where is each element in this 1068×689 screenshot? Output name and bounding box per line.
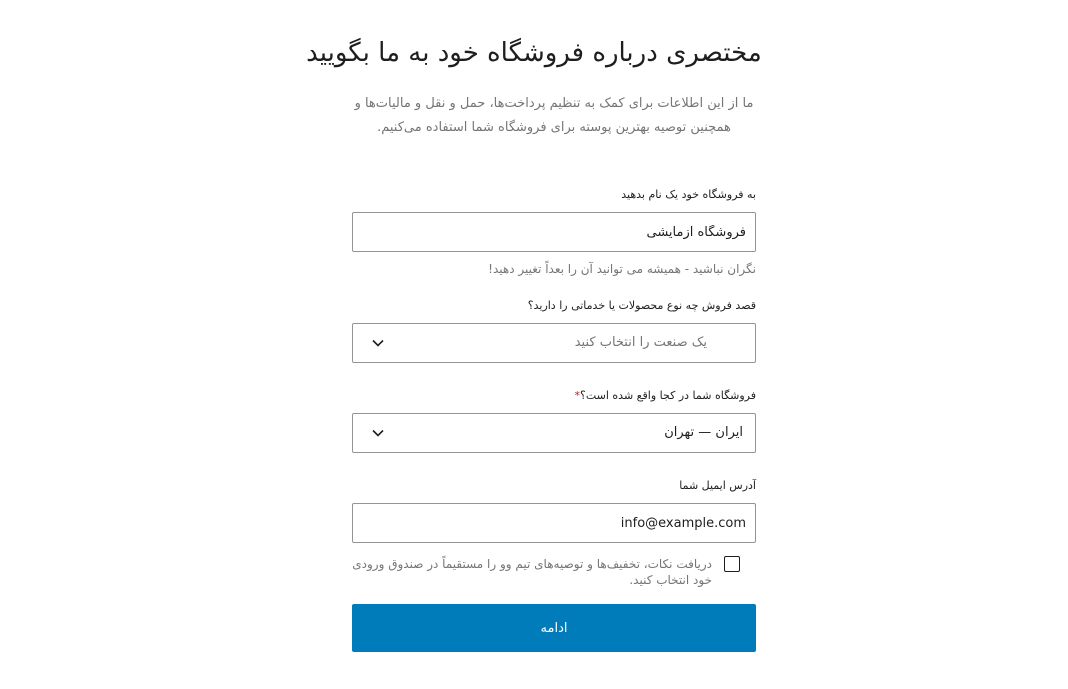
email-field[interactable] [352, 503, 756, 543]
chevron-down-icon [371, 426, 385, 440]
store-name-input[interactable] [353, 213, 755, 251]
email-label: آدرس ایمیل شما [679, 479, 756, 492]
marketing-optin-row [352, 556, 756, 604]
chevron-down-icon [371, 336, 385, 350]
store-name-field[interactable] [352, 212, 756, 252]
continue-button[interactable]: ادامه [352, 604, 756, 652]
required-marker: * [574, 389, 580, 402]
store-name-help: نگران نباشید - همیشه می توانید آن را بعداً تغییر دهید! [488, 262, 756, 276]
marketing-optin-label: دریافت نکات، تخفیف‌ها و توصیه‌های تیم وو را مستقیماً در صندوق ورودی خود انتخاب کنید. [352, 557, 712, 587]
location-label [352, 387, 756, 405]
location-value: ایران — تهران [664, 425, 743, 440]
industry-placeholder: یک صنعت را انتخاب کنید [574, 335, 707, 350]
location-label-text: فروشگاه شما در کجا واقع شده است؟ [580, 389, 756, 402]
email-input[interactable] [353, 504, 755, 542]
industry-label: قصد فروش چه نوع محصولات یا خدماتی را دارید؟ [527, 299, 756, 312]
page-subtitle: ما از این اطلاعات برای کمک به تنظیم پرداخت‌ها، حمل و نقل و مالیات‌ها و همچنین توصیه بهترین پوسته برای فروشگاه شما استفاده می‌کنیم. [354, 96, 754, 135]
marketing-optin-checkbox[interactable] [724, 556, 740, 572]
store-details-form [352, 186, 756, 604]
location-select[interactable] [352, 413, 756, 453]
store-name-label: به فروشگاه خود یک نام بدهید [621, 188, 756, 201]
industry-select[interactable] [352, 323, 756, 363]
page-title: مختصری درباره فروشگاه خود به ما بگویید [306, 38, 762, 68]
